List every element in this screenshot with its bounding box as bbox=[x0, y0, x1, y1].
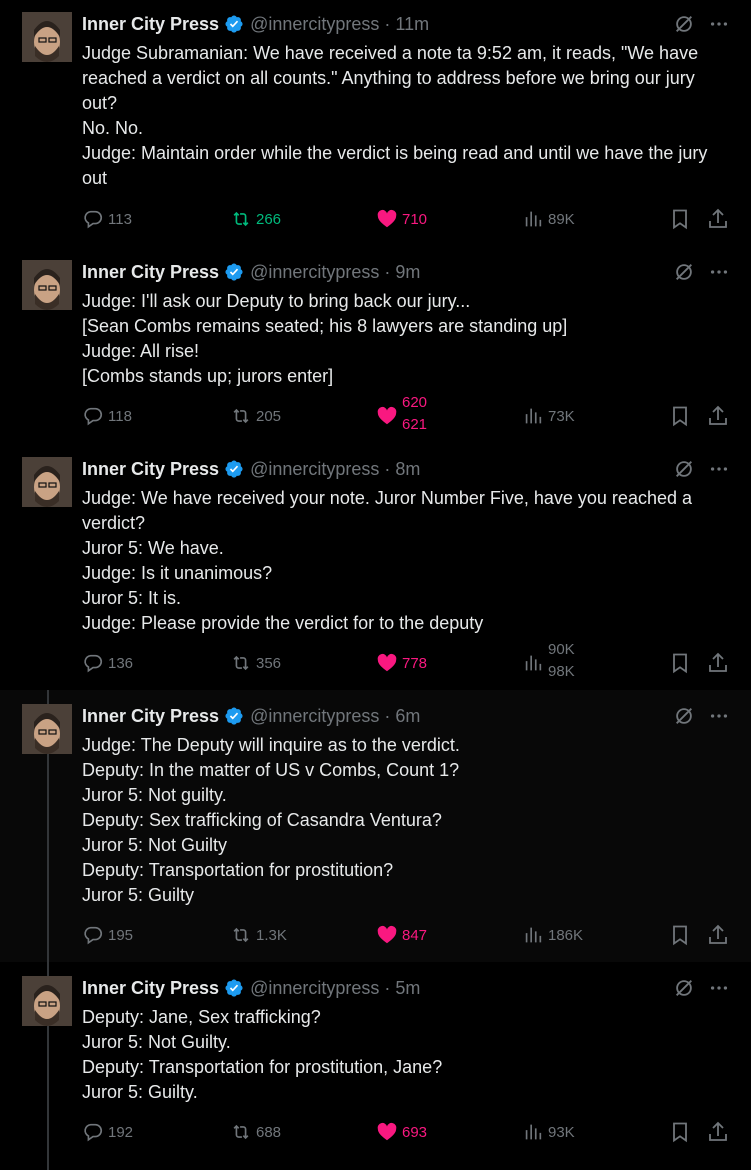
repost-button[interactable] bbox=[230, 402, 281, 430]
like-icon bbox=[376, 405, 398, 427]
avatar[interactable] bbox=[22, 976, 72, 1026]
more-icon[interactable] bbox=[708, 261, 730, 283]
author-handle[interactable]: @innercitypress bbox=[250, 13, 380, 34]
like-button[interactable] bbox=[376, 649, 427, 677]
reply-count: 192 bbox=[108, 1123, 134, 1141]
reply-icon bbox=[82, 924, 104, 946]
tweet-line: Judge: All rise! bbox=[82, 341, 200, 361]
reply-count: 195 bbox=[108, 926, 134, 944]
tweet[interactable] bbox=[0, 690, 751, 962]
like-count-animating bbox=[402, 394, 428, 433]
grok-icon[interactable] bbox=[673, 458, 695, 480]
views-icon bbox=[522, 924, 544, 946]
more-icon[interactable] bbox=[708, 458, 730, 480]
separator-dot: · bbox=[384, 261, 391, 282]
reply-button[interactable] bbox=[82, 205, 132, 233]
timestamp[interactable]: 11m bbox=[395, 13, 430, 34]
tweet-text bbox=[82, 41, 732, 191]
tweet-header bbox=[82, 12, 429, 36]
avatar[interactable] bbox=[22, 12, 72, 62]
action-bar bbox=[0, 921, 751, 949]
bookmark-icon[interactable] bbox=[668, 207, 692, 231]
separator-dot: · bbox=[384, 13, 391, 34]
views-count: 93K bbox=[548, 1123, 575, 1141]
tweet-line: Judge: Is it unanimous? bbox=[82, 563, 273, 583]
like-count-new: 621 bbox=[402, 416, 428, 433]
action-bar bbox=[0, 394, 751, 433]
views-icon bbox=[522, 652, 544, 674]
share-icon[interactable] bbox=[706, 923, 730, 947]
tweet-line: Deputy: Sex trafficking of Casandra Ventura? bbox=[82, 810, 442, 830]
repost-icon bbox=[230, 405, 252, 427]
timestamp[interactable]: 9m bbox=[395, 261, 421, 282]
tweet-line: Judge: I'll ask our Deputy to bring back our jury... bbox=[82, 291, 471, 311]
author-name[interactable]: Inner City Press bbox=[82, 13, 220, 34]
share-icon[interactable] bbox=[706, 404, 730, 428]
tweet-line: Judge: We have received your note. Juror Number Five, have you reached a verdict? bbox=[82, 488, 692, 533]
grok-icon[interactable] bbox=[673, 705, 695, 727]
tweet-header bbox=[82, 260, 420, 284]
author-name[interactable]: Inner City Press bbox=[82, 261, 220, 282]
like-icon bbox=[376, 924, 398, 946]
action-bar bbox=[0, 205, 751, 233]
share-icon[interactable] bbox=[706, 207, 730, 231]
more-icon[interactable] bbox=[708, 13, 730, 35]
more-icon[interactable] bbox=[708, 705, 730, 727]
tweet-line: Judge: The Deputy will inquire as to the verdict. bbox=[82, 735, 460, 755]
bookmark-icon[interactable] bbox=[668, 923, 692, 947]
like-count-old: 620 bbox=[402, 394, 428, 411]
verified-badge-icon bbox=[224, 262, 244, 282]
reply-count: 113 bbox=[108, 210, 132, 228]
views-count: 186K bbox=[548, 926, 584, 944]
like-button[interactable] bbox=[376, 394, 428, 433]
reply-count: 136 bbox=[108, 654, 134, 672]
views-icon bbox=[522, 405, 544, 427]
author-handle[interactable]: @innercitypress bbox=[250, 705, 380, 726]
tweet-line: Juror 5: We have. bbox=[82, 538, 224, 558]
avatar[interactable] bbox=[22, 457, 72, 507]
author-name[interactable]: Inner City Press bbox=[82, 977, 220, 998]
timestamp[interactable]: 8m bbox=[395, 458, 421, 479]
like-count: 847 bbox=[402, 926, 428, 944]
grok-icon[interactable] bbox=[673, 261, 695, 283]
repost-button[interactable] bbox=[230, 921, 287, 949]
like-button[interactable] bbox=[376, 921, 427, 949]
views-count: 73K bbox=[548, 407, 575, 425]
timestamp[interactable]: 5m bbox=[395, 977, 421, 998]
tweet-line: Juror 5: Not Guilty. bbox=[82, 1032, 231, 1052]
like-count: 693 bbox=[402, 1123, 428, 1141]
views-count-new: 98K bbox=[548, 663, 575, 680]
repost-count: 356 bbox=[256, 654, 282, 672]
repost-button[interactable] bbox=[230, 649, 281, 677]
tweet[interactable] bbox=[0, 445, 751, 690]
tweet-line: Deputy: Jane, Sex trafficking? bbox=[82, 1007, 321, 1027]
separator-dot: · bbox=[384, 458, 391, 479]
tweet-line: Deputy: Transportation for prostitution? bbox=[82, 860, 394, 880]
action-bar bbox=[0, 641, 751, 680]
reply-button[interactable] bbox=[82, 402, 132, 430]
tweet-line: No. No. bbox=[82, 118, 144, 138]
reply-button[interactable] bbox=[82, 1118, 133, 1146]
repost-icon bbox=[230, 652, 252, 674]
reply-button[interactable] bbox=[82, 921, 133, 949]
like-count: 710 bbox=[402, 210, 428, 228]
bookmark-icon[interactable] bbox=[668, 404, 692, 428]
like-icon bbox=[376, 1121, 398, 1143]
views-button[interactable] bbox=[522, 1118, 575, 1146]
action-bar bbox=[0, 1118, 751, 1146]
repost-button[interactable] bbox=[230, 205, 281, 233]
grok-icon[interactable] bbox=[673, 13, 695, 35]
tweet[interactable] bbox=[0, 248, 751, 445]
tweet-line: [Sean Combs remains seated; his 8 lawyers are standing up] bbox=[82, 316, 568, 336]
bookmark-icon[interactable] bbox=[668, 1120, 692, 1144]
repost-icon bbox=[230, 1121, 252, 1143]
tweet-line: Judge: Maintain order while the verdict is being read and until we have the jury out bbox=[82, 143, 708, 188]
verified-badge-icon bbox=[224, 706, 244, 726]
author-name[interactable]: Inner City Press bbox=[82, 458, 220, 479]
author-handle[interactable]: @innercitypress bbox=[250, 261, 380, 282]
tweet-line: Juror 5: Guilty. bbox=[82, 1082, 198, 1102]
tweet-text bbox=[82, 733, 732, 908]
tweet-header bbox=[82, 704, 420, 728]
repost-button[interactable] bbox=[230, 1118, 281, 1146]
like-icon bbox=[376, 208, 398, 230]
tweet-text bbox=[82, 1005, 732, 1105]
author-name[interactable]: Inner City Press bbox=[82, 705, 220, 726]
tweet-line: Deputy: In the matter of US v Combs, Count 1? bbox=[82, 760, 460, 780]
views-count-animating bbox=[548, 641, 575, 680]
views-count-old: 90K bbox=[548, 641, 575, 658]
bookmark-icon[interactable] bbox=[668, 651, 692, 675]
verified-badge-icon bbox=[224, 14, 244, 34]
views-button[interactable] bbox=[522, 205, 575, 233]
tweet-line: Juror 5: Not Guilty bbox=[82, 835, 228, 855]
verified-badge-icon bbox=[224, 459, 244, 479]
like-button[interactable] bbox=[376, 1118, 427, 1146]
like-icon bbox=[376, 652, 398, 674]
views-button[interactable] bbox=[522, 402, 575, 430]
tweet-line: [Combs stands up; jurors enter] bbox=[82, 366, 334, 386]
repost-icon bbox=[230, 208, 252, 230]
tweet[interactable] bbox=[0, 0, 751, 248]
reply-icon bbox=[82, 652, 104, 674]
views-button[interactable] bbox=[522, 921, 583, 949]
author-handle[interactable]: @innercitypress bbox=[250, 458, 380, 479]
grok-icon[interactable] bbox=[673, 977, 695, 999]
tweet-text bbox=[82, 289, 732, 389]
tweet[interactable] bbox=[0, 962, 751, 1170]
like-count: 778 bbox=[402, 654, 428, 672]
repost-count: 266 bbox=[256, 210, 282, 228]
timestamp[interactable]: 6m bbox=[395, 705, 421, 726]
repost-count: 205 bbox=[256, 407, 282, 425]
repost-count: 1.3K bbox=[256, 926, 287, 944]
avatar[interactable] bbox=[22, 260, 72, 310]
tweet-line: Juror 5: Not guilty. bbox=[82, 785, 227, 805]
tweet-line: Judge Subramanian: We have received a note ta 9:52 am, it reads, "We have reached a verdict on all counts." Anything to address before we bring our jury out? bbox=[82, 43, 699, 113]
separator-dot: · bbox=[384, 977, 391, 998]
views-count: 89K bbox=[548, 210, 575, 228]
reply-icon bbox=[82, 1121, 104, 1143]
reply-icon bbox=[82, 405, 104, 427]
tweet-line: Juror 5: Guilty bbox=[82, 885, 195, 905]
share-icon[interactable] bbox=[706, 1120, 730, 1144]
repost-count: 688 bbox=[256, 1123, 282, 1141]
more-icon[interactable] bbox=[708, 977, 730, 999]
tweet-text bbox=[82, 486, 732, 636]
views-icon bbox=[522, 1121, 544, 1143]
tweet-header bbox=[82, 457, 420, 481]
share-icon[interactable] bbox=[706, 651, 730, 675]
author-handle[interactable]: @innercitypress bbox=[250, 977, 380, 998]
like-button[interactable] bbox=[376, 205, 427, 233]
verified-badge-icon bbox=[224, 978, 244, 998]
tweet-header bbox=[82, 976, 420, 1000]
reply-button[interactable] bbox=[82, 649, 133, 677]
repost-icon bbox=[230, 924, 252, 946]
reply-icon bbox=[82, 208, 104, 230]
avatar[interactable] bbox=[22, 704, 72, 754]
tweet-line: Juror 5: It is. bbox=[82, 588, 182, 608]
reply-count: 118 bbox=[108, 407, 132, 425]
separator-dot: · bbox=[384, 705, 391, 726]
views-icon bbox=[522, 208, 544, 230]
tweet-line: Deputy: Transportation for prostitution, Jane? bbox=[82, 1057, 443, 1077]
tweet-line: Judge: Please provide the verdict for to the deputy bbox=[82, 613, 484, 633]
views-button[interactable] bbox=[522, 641, 575, 680]
